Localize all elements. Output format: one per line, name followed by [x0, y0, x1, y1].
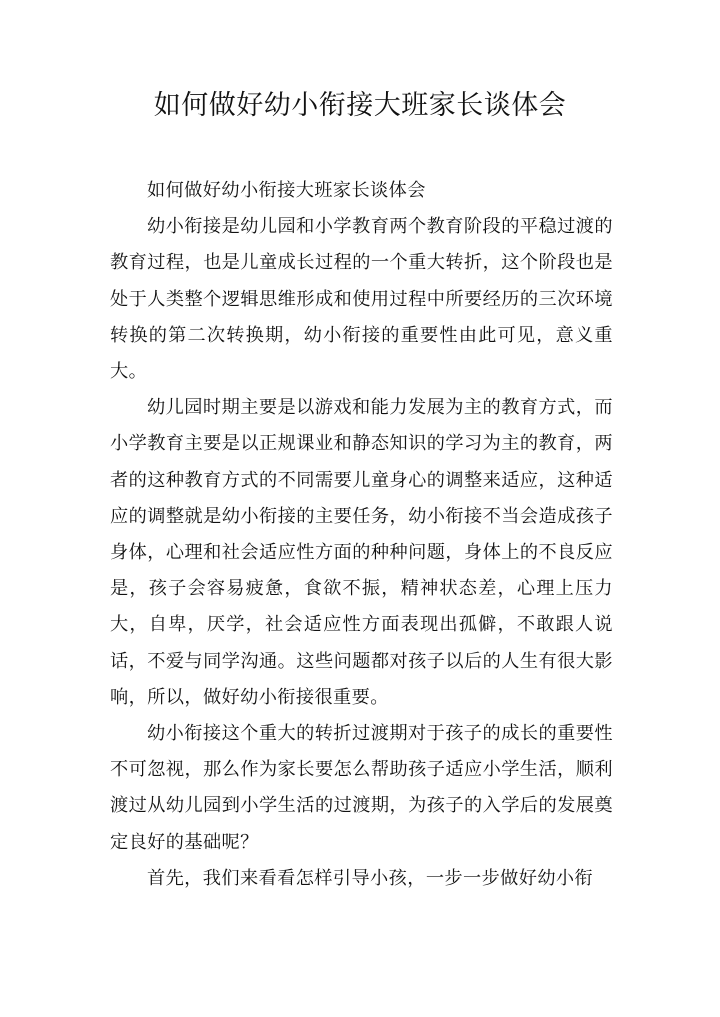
document-subtitle: 如何做好幼小衔接大班家长谈体会 [147, 180, 426, 201]
paragraph-3: 幼小衔接这个重大的转折过渡期对于孩子的成长的重要性不可忽视，那么作为家长要怎么帮助孩子适应小学生活，顺利渡过从幼儿园到小学生活的过渡期，为孩子的入学后的发展奠定良好的基础呢？ [110, 723, 613, 853]
document-title: 如何做好幼小衔接大班家长谈体会 [153, 90, 567, 121]
paragraph-4: 首先，我们来看看怎样引导小孩，一步一步做好幼小衔 [147, 867, 594, 889]
document-body [110, 173, 613, 897]
paragraph-1: 幼小衔接是幼儿园和小学教育两个教育阶段的平稳过渡的教育过程，也是儿童成长过程的一个重大转折，这个阶段也是处于人类整个逻辑思维形成和使用过程中所要经历的三次环境转换的第二次转换期，幼小衔接的重要性由此可见，意义重大。 [110, 216, 613, 383]
paragraph-2: 幼儿园时期主要是以游戏和能力发展为主的教育方式，而小学教育主要是以正规课业和静态知识的学习为主的教育，两者的这种教育方式的不同需要儿童身心的调整来适应，这种适应的调整就是幼小衔接的主要任务，幼小衔接不当会造成孩子身体，心理和社会适应性方面的种种问题，身体上的不良反应是，孩子会容易疲惫，食欲不振，精神状态差，心理上压力大，自卑，厌学，社会适应性方面表现出孤僻，不敢跟人说话，不爱与同学沟通。这些问题都对孩子以后的人生有很大影响，所以，做好幼小衔接很重要。 [110, 397, 613, 708]
